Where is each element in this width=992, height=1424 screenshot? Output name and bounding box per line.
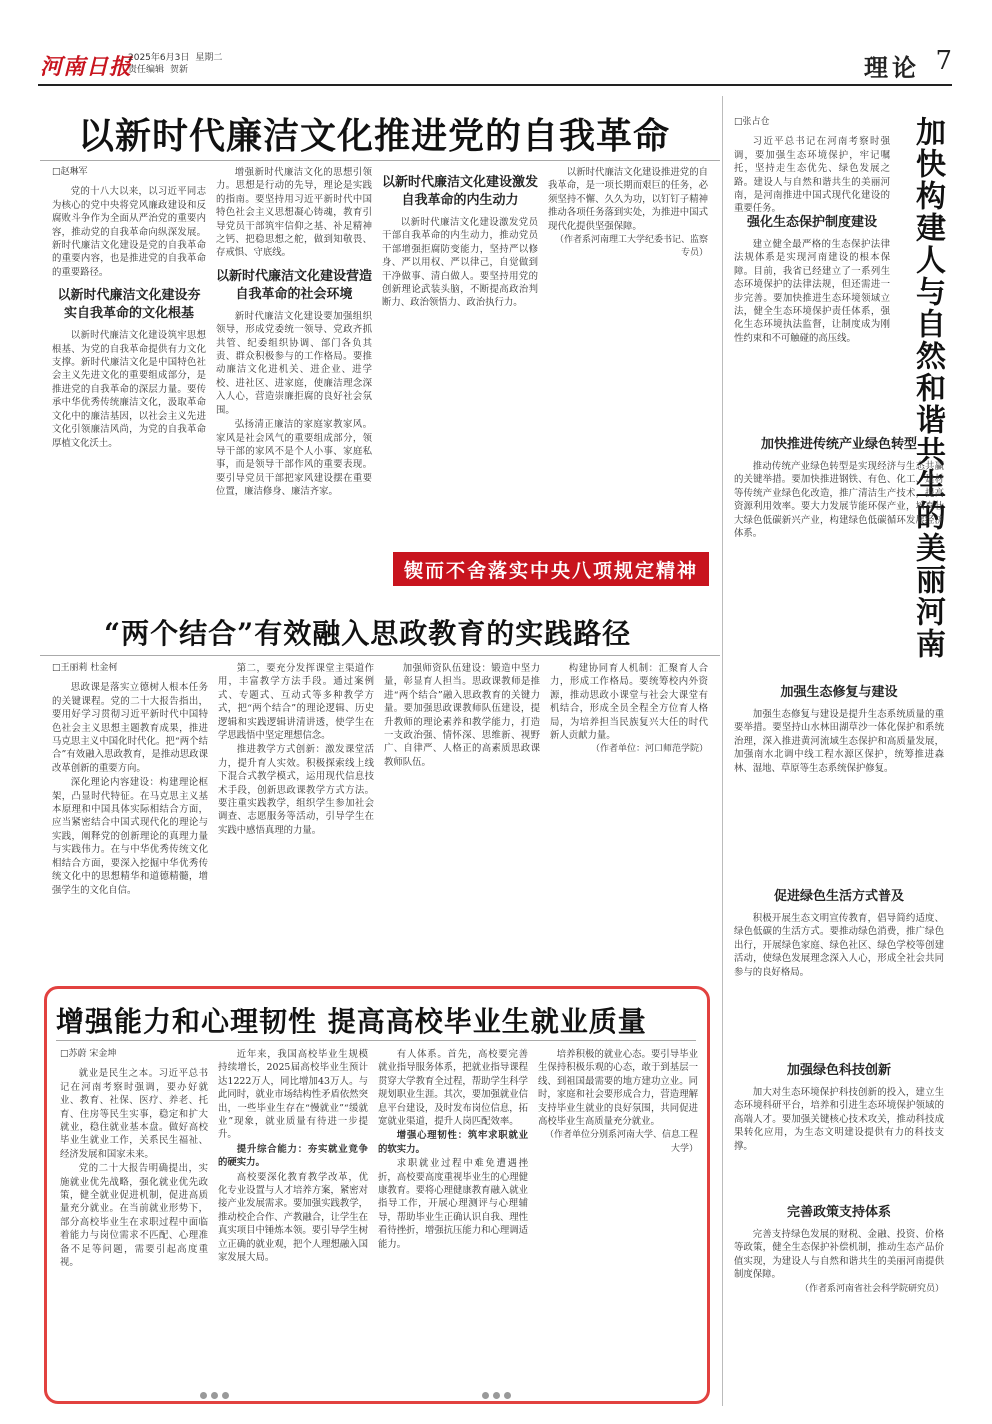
article1-credit: （作者系河南理工大学纪委书记、监察专员）	[554, 235, 708, 259]
article3-column-2	[218, 1048, 368, 1382]
article2-paragraph: 深化理论内容建设：构建理论框架，凸显时代特征。在马克思主义基本原理和中国具体实际相结合方面，应当紧密结合中国式现代化的理论与实践，阐释党的创新理论的真理力量与实践伟力。在与中华优秀传统文化相结合方面，要深入挖掘中华优秀传统文化中的思想精华和道德精髓，增强学生的文化自信。	[52, 777, 208, 896]
article2-column-2	[218, 662, 374, 972]
article4-intro	[734, 116, 890, 215]
article1-paragraph: 以新时代廉洁文化建设推进党的自我革命，是一项长期而艰巨的任务，必须坚持不懈、久久为功，以钉钉子精神推动各项任务落到实处，为推进中国式现代化提供坚强保障。	[548, 167, 708, 232]
article1-column-2	[216, 166, 372, 546]
article1-paragraph: 党的十八大以来，以习近平同志为核心的党中央将党风廉政建设和反腐败斗争作为全面从严治党的重要内容，推动党的自我革命向纵深发展。新时代廉洁文化建设是党的自我革命的重要内容，也是推进党的自我革命的重要路径。	[52, 186, 206, 278]
editor-name: 贺新	[170, 65, 189, 75]
article2-column-4	[550, 662, 708, 972]
slogan-banner: 锲而不舍落实中央八项规定精神	[393, 552, 709, 586]
article3-paragraph: 党的二十大报告明确提出，实施就业优先战略，强化就业优先政策，健全就业促进机制，促进高质量充分就业。在当前就业形势下，部分高校毕业生在求职过程中面临着能力与岗位需求不匹配、心理准备不足等问题，需要引起高度重视。	[60, 1163, 208, 1269]
article4-block-5	[734, 1054, 944, 1194]
article4-paragraph: 推动传统产业绿色转型是实现经济与生态共赢的关键举措。要加快推进钢铁、有色、化工、建材等传统产业绿色化改造，推广清洁生产技术，提高资源利用效率。要大力发展节能环保产业，培育壮大绿色低碳新兴产业，构建绿色低碳循环发展经济体系。	[734, 461, 944, 540]
article2-paragraph: 构建协同育人机制：汇聚育人合力，形成工作格局。要统筹校内外资源，推动思政小课堂与社会大课堂有机结合，形成全员全程全方位育人格局，为培养担当民族复兴大任的时代新人贡献力量。	[550, 663, 708, 742]
article4-subheading: 完善政策支持体系	[786, 1205, 891, 1220]
article3-lead: 增强心理韧性：筑牢求职就业的软实力。	[378, 1130, 528, 1155]
article3-paragraph: 近年来，我国高校毕业生规模持续增长，2025届高校毕业生预计达1222万人，同比增加43万人。与此同时，就业市场结构性矛盾依然突出，一些毕业生存在“慢就业”“缓就业”现象，就业质量有待进一步提升。	[218, 1049, 369, 1141]
newspaper-logo: 河南日报	[40, 54, 133, 80]
article1-paragraph: 增强新时代廉洁文化的思想引领力。思想是行动的先导，理论是实践的指南。要坚持用习近平新时代中国特色社会主义思想凝心铸魂，教育引导党员干部筑牢信仰之基、补足精神之钙、把稳思想之舵，做到知敬畏、存戒惧、守底线。	[216, 167, 372, 259]
article2-column-3	[384, 662, 540, 972]
article3-paragraph: 求职就业过程中难免遭遇挫折，高校要高度重视毕业生的心理健康教育。要将心理健康教育融入就业指导工作，开展心理测评与心理辅导，帮助毕业生正确认识自我、理性看待挫折，增强抗压能力和心理调适能力。	[378, 1158, 529, 1250]
article4-block-1	[734, 206, 890, 424]
article4-byline: □张占仓	[734, 117, 770, 127]
article2-title[interactable]: “两个结合”有效融入思政教育的实践路径	[104, 617, 632, 650]
article3-title[interactable]: 增强能力和心理韧性 提高高校毕业生就业质量	[56, 1005, 647, 1038]
article4-paragraph: 习近平总书记在河南考察时强调，要加强生态环境保护，牢记嘱托，坚持走生态优先、绿色发展之路。建设人与自然和谐共生的美丽河南，是河南推进中国式现代化建设的重要任务。	[734, 136, 890, 215]
article4-paragraph: 建立健全最严格的生态保护法律法规体系是实现河南建设的根本保障。目前，我省已经建立了一系列生态环境保护的法律法规，但还需进一步完善。要加快推进生态环境领域立法，健全生态环境保护责任体系，强化生态环境执法监督，让制度成为刚性约束和不可触碰的高压线。	[734, 239, 890, 344]
article3-credit: （作者单位分别系河南大学、信息工程大学）	[544, 1130, 698, 1154]
article4-block-2	[734, 428, 944, 674]
article2-paragraph: 加强师资队伍建设：锻造中坚力量，彰显育人担当。思政课教师是推进“两个结合”融入思政教育的关键力量。要加强思政课教师队伍建设，提升教师的理论素养和教学能力，打造一支政治强、情怀深、思维新、视野广、自律严、人格正的高素质思政课教师队伍。	[384, 663, 540, 768]
article3-column-4	[538, 1048, 698, 1382]
article4-subheading: 加强生态修复与建设	[780, 685, 898, 700]
article1-column-4	[548, 166, 708, 546]
article1-paragraph: 弘扬清正廉洁的家庭家教家风。家风是社会风气的重要组成部分，领导干部的家风不是个人小事、家庭私事，而是领导干部作风的重要表现。要引导党员干部把家风建设摆在重要位置，廉洁修身、廉洁齐家。	[216, 419, 372, 498]
article4-subheading: 加快推进传统产业绿色转型	[760, 437, 917, 452]
article3-paragraph: 高校要深化教育教学改革，优化专业设置与人才培养方案，紧密对接产业发展需求。要加强实践教学，推动校企合作、产教融合，让学生在真实项目中锤炼本领。要引导学生树立正确的就业观，把个人理想融入国家发展大局。	[218, 1171, 369, 1264]
article1-title[interactable]: 以新时代廉洁文化推进党的自我革命	[78, 115, 671, 157]
article1-paragraph: 以新时代廉洁文化建设激发党员干部自我革命的内生动力，推动党员干部增强拒腐防变能力，坚持严以修身、严以用权、严以律己，自觉做到干净做事、清白做人。要坚持用党的创新理论武装头脑，不断提高政治判断力、政治领悟力、政治执行力。	[382, 217, 538, 309]
article4-paragraph: 积极开展生态文明宣传教育，倡导简约适度、绿色低碳的生活方式。要推动绿色消费，推广绿色出行，开展绿色家庭、绿色社区、绿色学校等创建活动，使绿色发展理念深入人心，形成全社会共同参与的良好格局。	[734, 913, 944, 978]
article3-paragraph: 培养积极的就业心态。要引导毕业生保持积极乐观的心态，敢于到基层一线、到祖国最需要的地方建功立业。同时，家庭和社会要形成合力，营造理解支持毕业生就业的良好氛围，共同促进高校毕业生高质量充分就业。	[538, 1049, 698, 1128]
divider	[56, 1040, 696, 1041]
article3-paragraph: 就业是民生之本。习近平总书记在河南考察时强调，要办好就业、教育、社保、医疗、养老、托育、住房等民生实事，稳定和扩大就业，稳住就业基本盘。做好高校毕业生就业工作，关系民生福祉、经济发展和国家未来。	[60, 1068, 208, 1160]
article4-block-6	[734, 1196, 944, 1408]
article4-subheading: 强化生态保护制度建设	[746, 215, 877, 230]
masthead	[0, 0, 992, 86]
article1-paragraph: 以新时代廉洁文化建设筑牢思想根基、为党的自我革命提供有力文化支撑。新时代廉洁文化是中国特色社会主义先进文化的重要组成部分，是推进党的自我革命的深层力量。要传承中华优秀传统廉洁文化，汲取革命文化中的廉洁基因，以社会主义先进文化引领廉洁风尚，为党的自我革命厚植文化沃土。	[52, 330, 206, 449]
article2-paragraph: 第二，要充分发挥课堂主渠道作用，丰富教学方法手段。通过案例式、专题式、互动式等多种教学方式，把“两个结合”的理论逻辑、历史逻辑和实践逻辑讲清讲透，使学生在学思践悟中坚定理想信念。	[218, 663, 374, 742]
issue-date: 2025年6月3日	[128, 53, 190, 63]
article2-paragraph: 思政课是落实立德树人根本任务的关键课程。党的二十大报告指出，要用好学习贯彻习近平新时代中国特色社会主义思想主题教育成果，推进马克思主义中国化时代化。把“两个结合”有效融入思政教育，是推动思政课改革创新的重要方向。	[52, 682, 208, 774]
article2-credit: （作者单位：河口师范学院）	[590, 744, 708, 755]
page-number: 7	[935, 46, 952, 76]
article1-subheading: 以新时代廉洁文化建设夯实自我革命的文化根基	[57, 288, 201, 322]
article4-credit: （作者系河南省社会科学院研究员）	[799, 1283, 944, 1294]
article4-subheading: 促进绿色生活方式普及	[773, 889, 904, 904]
article1-column-1	[52, 166, 206, 546]
article2-byline: □王丽莉 杜金柯	[52, 663, 118, 673]
article1-column-3	[382, 166, 538, 546]
article4-block-3	[734, 676, 944, 876]
article3-byline: □苏蔚 宋金坤	[60, 1049, 117, 1059]
divider	[40, 655, 720, 656]
article3-column-3	[378, 1048, 528, 1382]
article3-column-1	[60, 1048, 208, 1382]
article1-byline: □赵琳军	[52, 167, 88, 177]
issue-weekday: 星期二	[195, 53, 223, 63]
article2-paragraph: 推进教学方式创新：激发课堂活力，提升育人实效。积极探索线上线下混合式教学模式，运用现代信息技术手段，创新思政课教学方式方法。要注重实践教学，组织学生参加社会调查、志愿服务等活动，引导学生在实践中感悟真理的力量。	[218, 744, 374, 836]
column-divider	[722, 96, 723, 1406]
divider	[40, 160, 720, 161]
pager-dots[interactable]	[200, 1392, 229, 1399]
issue-meta	[128, 52, 228, 76]
article4-paragraph: 加大对生态环境保护科技创新的投入，建立生态环境科研平台，培养和引进生态环境保护领域的高端人才。要加强关键核心技术攻关，推动科技成果转化应用，为生态文明建设提供有力的科技支撑。	[734, 1087, 944, 1152]
article1-subheading: 以新时代廉洁文化建设营造自我革命的社会环境	[216, 268, 373, 302]
article4-subheading: 加强绿色科技创新	[786, 1063, 891, 1078]
section-name: 理论	[864, 53, 920, 82]
article4-block-4	[734, 880, 944, 1050]
article1-subheading: 以新时代廉洁文化建设激发自我革命的内生动力	[382, 175, 539, 208]
article4-paragraph: 加强生态修复与建设是提升生态系统质量的重要举措。要坚持山水林田湖草沙一体化保护和系统治理，深入推进黄河流域生态保护和高质量发展，加强南水北调中线工程水源区保护，统筹推进森林、湿地、草原等生态系统保护修复。	[734, 709, 944, 774]
article3-paragraph: 有人体系。首先，高校要完善就业指导服务体系，把就业指导课程贯穿大学教育全过程，帮助学生科学规划职业生涯。其次，要加强就业信息平台建设，及时发布岗位信息，拓宽就业渠道，提升人岗匹配效率。	[378, 1049, 529, 1128]
masthead-rule	[38, 84, 952, 86]
editor-label: 责任编辑	[128, 65, 165, 75]
article1-paragraph: 新时代廉洁文化建设要加强组织领导，形成党委统一领导、党政齐抓共管、纪委组织协调、部门各负其责、群众积极参与的工作格局。要推动廉洁文化进机关、进企业、进学校、进社区、进家庭，使廉洁理念深入人心，营造崇廉拒腐的良好社会氛围。	[216, 310, 372, 416]
article2-column-1	[52, 662, 208, 972]
article4-paragraph: 完善支持绿色发展的财税、金融、投资、价格等政策，健全生态保护补偿机制，推动生态产品价值实现，为建设人与自然和谐共生的美丽河南提供制度保障。	[734, 1229, 944, 1281]
article4-title[interactable]: 加快构建人与自然和谐共生的美丽河南	[910, 116, 945, 660]
article3-lead: 提升综合能力：夯实就业竞争的硬实力。	[218, 1143, 368, 1169]
pager-dots[interactable]	[482, 1392, 511, 1399]
